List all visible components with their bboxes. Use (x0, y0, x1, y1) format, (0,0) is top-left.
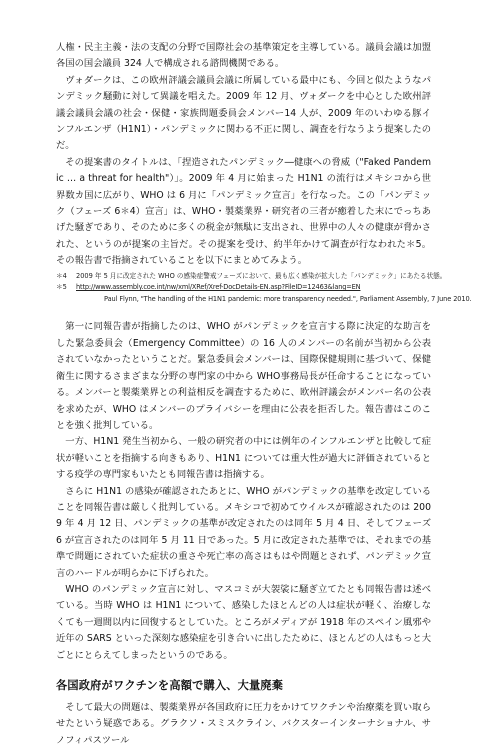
footnote-5 (56, 282, 431, 294)
paragraph-intro-continuation: 人権・民主主義・法の支配の分野で国際社会の基準策定を主導している。議員会議は加盟各国の国会議員 324 人で構成される諮問機関である。 (56, 42, 431, 70)
footnote-5-link[interactable]: http://www.assembly.coe.int/nw/xml/XRef/Xref-DocDetails-EN.asp?FileID=12463&lang=EN (76, 283, 361, 292)
paragraph-first-finding: 第一に同報告書が指摘したのは、WHO がパンデミックを宣言する際に決定的な助言をした緊急委員会（Emergency Committee）の 16 人のメンバーの名前が当初から公表されていなかったということだ。緊急委員会メンバーは、国際保健規則に基づいて、保健衛生に関するさまざまな分野の専門家の中から WHO事務局長が任命することになっている。メンバーと製薬業界との利益相反を調査するために、欧州評議会がメンバー名の公表を求めたが、WHO はメンバーのプライバシーを理由に公表を拒否した。報告書はこのことを強く批判している。 (56, 321, 431, 431)
paragraph-vodarg-objection: ヴォダークは、この欧州評議会議員会議に所属している最中にも、今回と似たようなパンデミック騒動に対して異議を唱えた。2009 年 12 月、ヴォダークを中心とした欧州評議会議員会議の社会・保健・家族問題委員会メンバー14 人が、2009 年のいわゆる豚インフルエンザ（H1N1）・パンデミックに関わる不正に関し、調査を行なうよう提案したのだ。 (56, 74, 431, 152)
paragraph-pharma-pressure: そして最大の問題は、製薬業界が各国政府に圧力をかけてワクチンや治療薬を買い取らせたという疑惑である。グラクソ・スミスクライン、バクスターインターナショナル、サノフィパスツール (56, 702, 431, 746)
footnote-4-mark: ＊4 (56, 271, 67, 280)
paragraph-proposal-title: その提案書のタイトルは、「捏造されたパンデミック―健康への脅威（"Faked Pandemic … a threat for health"）」。2009 年 4 月に始まった H1N1 の流行はメキシコから世界数カ国に広がり、WHO は 6 月に「パンデミック宣言」を行なった。この「パンデミック（フェーズ 6＊4）宣言」は、WHO・製薬業界・研究者の三者が癒着した末にでっちあげた騒ぎであり、そのために多くの税金が無駄に支出され、世界中の人々の健康が脅かされた、というのが提案の主旨だ。その提案を受け、約半年かけて調査が行なわれた＊5。その報告書で指摘されていることを以下にまとめてみよう。 (56, 156, 431, 267)
section-heading: 各国政府がワクチンを高額で購入、大量廃棄 (56, 679, 284, 692)
footnote-4 (56, 271, 447, 283)
footnote-4-text: 2009 年 5 月に改定された WHO の感染症警戒フェーズにおいて、最も広く感染が拡大した「パンデミック」にあたる状態。 (76, 271, 447, 280)
paragraph-h1n1-severity: 一方、H1N1 発生当初から、一般の研究者の中には例年のインフルエンザと比較して症状が軽いことを指摘する向きもあり、H1N1 については重大性が過大に評価されているとする疫学の専門家もいたとも同報告書は指摘する。 (56, 436, 431, 481)
page-content (56, 40, 472, 749)
paragraph-criteria-revision: さらに H1N1 の感染が確認されたあとに、WHO がパンデミックの基準を改定していることを同報告書は厳しく批判している。メキシコで初めてウイルスが確認されたのは 2009 年 4 月 12 日、パンデミックの基準が改定されたのは同年 5 月 4 日、そしてフェーズ 6 が宣言されたのは同年 5 月 11 日であった。5 月に改定された基準では、それまでの基準で問題にされていた症状の重さや死亡率の高さはもはや問題とされず、パンデミック宣言のハードルが明らかに下げられた。 (56, 485, 431, 579)
footnote-5-mark: ＊5 (56, 283, 67, 292)
paragraph-media-coverage: WHO のパンデミック宣言に対し、マスコミが大袈裟に騒ぎ立てたとも同報告書は述べている。当時 WHO は H1N1 について、感染したほとんどの人は症状が軽く、治療しなくても一週間以内に回復するとしていた。ところがメディアが 1918 年のスペイン風邪や近年の SARS といった深刻な感染症を引き合いに出したために、ほとんどの人はもっと大ごとにとらえてしまったというのである。 (56, 583, 431, 661)
footnote-5-citation: Paul Flynn, "The handling of the H1N1 pandemic: more transparency needed.", Parliament Assembly, 7 June 2010. (104, 294, 472, 303)
footnotes (56, 271, 472, 306)
spacer (56, 305, 431, 319)
